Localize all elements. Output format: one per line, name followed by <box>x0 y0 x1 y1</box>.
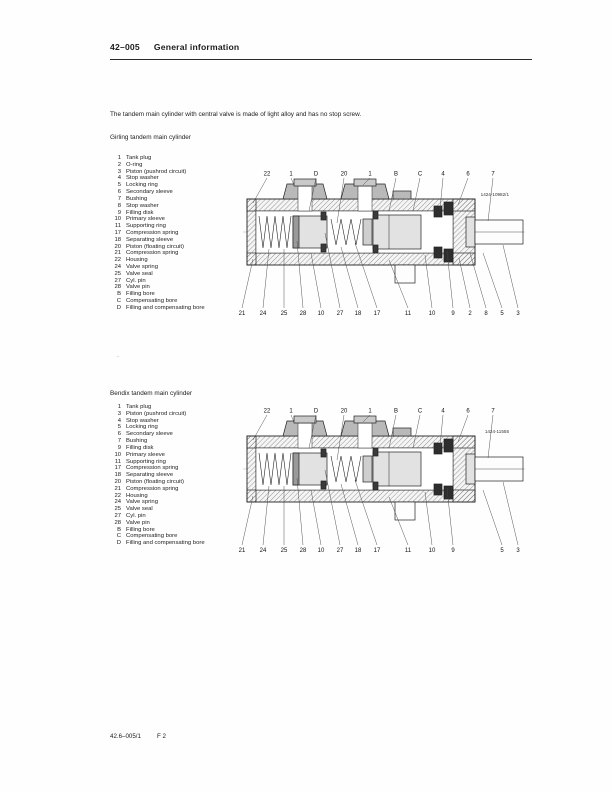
figure-label: 25 <box>280 548 288 554</box>
figure-label: 1 <box>289 408 293 415</box>
part-number: 8 <box>117 202 121 209</box>
part-label: Compression spring <box>126 229 179 236</box>
parts-list-bendix <box>112 404 205 547</box>
figure-ref: 1424-11555 <box>484 429 509 434</box>
part-number: 11 <box>114 223 121 230</box>
part-row <box>112 506 205 513</box>
part-number: 3 <box>117 410 121 417</box>
part-label: Tank plug <box>126 155 152 161</box>
part-label: Cyl. pin <box>126 513 146 519</box>
leader-line <box>242 496 253 545</box>
part-number: 2 <box>117 161 121 168</box>
part-row <box>112 284 205 291</box>
part-label: Stop washer <box>126 202 159 209</box>
part-label: Piston (floating circuit) <box>126 243 184 250</box>
figure-label: 5 <box>500 548 504 554</box>
figure-label: 3 <box>516 311 520 317</box>
part-number: 7 <box>117 195 121 202</box>
figure-label: 7 <box>491 171 495 178</box>
part-label: Stop washer <box>126 175 159 182</box>
part-number: C <box>116 298 121 305</box>
figure-label: 4 <box>441 171 445 178</box>
part-row <box>112 540 205 547</box>
cylinder-drawing <box>243 416 525 520</box>
part-number: 1 <box>117 404 121 410</box>
figure-label: 1 <box>368 408 372 415</box>
part-label: Compression spring <box>126 250 179 257</box>
part-label: Valve seal <box>126 270 153 277</box>
leader-line <box>483 253 502 308</box>
part-label: O-ring <box>126 161 143 168</box>
part-number: B <box>117 291 121 298</box>
part-label: Filling and compensating bore <box>126 540 205 547</box>
part-label: Valve spring <box>126 264 158 270</box>
part-row <box>112 452 205 459</box>
part-row <box>112 513 205 520</box>
part-row <box>112 278 205 285</box>
part-label: Piston (pushrod circuit) <box>126 168 187 175</box>
part-row <box>112 305 205 312</box>
part-number: 1 <box>117 155 121 161</box>
leader-line <box>503 482 518 545</box>
part-label: Valve spring <box>126 499 158 506</box>
part-row <box>112 472 205 479</box>
part-label: Compensating bore <box>126 533 178 540</box>
page-title: General information <box>153 42 240 52</box>
part-row <box>112 291 205 298</box>
part-label: Compression spring <box>126 465 179 472</box>
part-number: 20 <box>114 243 121 250</box>
part-label: Housing <box>126 257 148 264</box>
part-label: Tank plug <box>126 404 152 410</box>
part-label: Compression spring <box>126 485 179 492</box>
part-row <box>112 479 205 486</box>
figure-label: B <box>393 408 399 415</box>
figure-label: 11 <box>404 311 412 317</box>
part-number: 10 <box>114 216 121 223</box>
part-number: 24 <box>114 499 121 506</box>
part-row <box>112 459 205 466</box>
figure-label: 7 <box>491 408 495 415</box>
figure-label: 3 <box>516 548 520 554</box>
part-label: Locking ring <box>126 424 158 431</box>
bendix-cylinder-diagram <box>237 400 528 560</box>
figure-ref: 1424-10982/1 <box>480 192 509 197</box>
part-row <box>112 465 205 472</box>
part-label: Secondary sleeve <box>126 189 173 196</box>
part-row <box>112 418 205 425</box>
girling-cylinder-diagram <box>237 163 528 323</box>
figure-label: 25 <box>280 311 288 317</box>
figure-label: 10 <box>428 311 436 317</box>
figure-label: 17 <box>373 548 381 554</box>
part-label: Primary sleeve <box>126 216 165 223</box>
part-row <box>112 175 205 182</box>
figure-label: 2 <box>468 311 472 317</box>
leader-line <box>483 490 502 545</box>
figure-label: 6 <box>466 171 470 178</box>
part-row <box>112 203 205 210</box>
part-number: 28 <box>114 284 121 291</box>
figure-label: 6 <box>466 408 470 415</box>
part-number: 5 <box>117 424 121 431</box>
part-label: Valve pin <box>126 519 150 526</box>
figure-label: 10 <box>317 311 325 317</box>
figure-label: 22 <box>263 171 271 178</box>
part-label: Filling bore <box>126 526 155 533</box>
figure-label: 9 <box>451 311 455 317</box>
part-row <box>112 169 205 176</box>
intro-text: The tandem main cylinder with central valve is made of light alloy and has no stop screw. <box>110 111 362 118</box>
parts-list-girling <box>112 155 205 312</box>
part-number: 18 <box>114 472 121 479</box>
page-header <box>110 42 532 60</box>
figure-label: 4 <box>441 408 445 415</box>
part-number: 17 <box>114 465 121 472</box>
section-title-bendix: Bendix tandem main cylinder <box>110 390 193 397</box>
part-label: Primary sleeve <box>126 451 165 458</box>
part-number: 7 <box>117 438 121 445</box>
footer-document-number: 42.6–005/1 <box>110 733 141 740</box>
part-label: Housing <box>126 492 148 499</box>
part-label: Piston (floating circuit) <box>126 478 184 485</box>
leader-line <box>470 253 486 308</box>
part-row <box>112 411 205 418</box>
part-number: 11 <box>114 458 121 465</box>
part-row <box>112 298 205 305</box>
part-row <box>112 230 205 237</box>
part-label: Valve seal <box>126 506 153 513</box>
part-row <box>112 250 205 257</box>
figure-label: 9 <box>451 548 455 554</box>
part-row <box>112 445 205 452</box>
part-number: 22 <box>114 257 121 264</box>
section-title-girling: Girling tandem main cylinder <box>110 134 191 141</box>
figure-label: 28 <box>299 548 307 554</box>
part-label: Locking ring <box>126 182 158 189</box>
part-row <box>112 533 205 540</box>
figure-label: 20 <box>340 408 348 415</box>
figure-label: 8 <box>484 311 488 317</box>
part-label: Separating sleeve <box>126 472 174 479</box>
part-row <box>112 210 205 217</box>
part-number: 22 <box>114 492 121 499</box>
part-number: 27 <box>114 277 121 284</box>
part-number: 25 <box>114 270 121 277</box>
part-row <box>112 257 205 264</box>
figure-label: 27 <box>336 548 344 554</box>
part-number: B <box>117 526 121 533</box>
part-number: 21 <box>114 250 121 257</box>
part-number: 27 <box>114 513 121 519</box>
part-row <box>112 155 205 162</box>
part-row <box>112 264 205 271</box>
part-number: 18 <box>114 236 121 243</box>
figure-label: 24 <box>259 311 267 317</box>
figure-label: 22 <box>263 408 271 415</box>
part-label: Separating sleeve <box>126 236 174 243</box>
part-label: Compensating bore <box>126 298 178 305</box>
part-label: Supporting ring <box>126 223 166 230</box>
part-number: 4 <box>117 417 121 424</box>
part-number: C <box>116 533 121 540</box>
figure-label: D <box>313 171 319 178</box>
part-number: 6 <box>117 189 121 196</box>
part-number: 9 <box>117 444 121 451</box>
figure-label: 28 <box>299 311 307 317</box>
figure-label: 18 <box>354 548 362 554</box>
part-row <box>112 493 205 500</box>
figure-label: 21 <box>238 548 246 554</box>
part-number: 20 <box>114 478 121 485</box>
part-number: 5 <box>117 182 121 189</box>
figure-label: 21 <box>238 311 246 317</box>
part-number: 28 <box>114 519 121 526</box>
figure-label: 1 <box>368 171 372 178</box>
part-number: 9 <box>117 209 121 216</box>
part-row <box>112 404 205 411</box>
part-label: Filling and compensating bore <box>126 304 205 311</box>
figure-label: 1 <box>289 171 293 178</box>
part-label: Filling disk <box>126 444 154 451</box>
figure-label: C <box>417 171 423 178</box>
part-label: Secondary sleeve <box>126 431 173 438</box>
figure-label: 18 <box>354 311 362 317</box>
figure-label: 10 <box>428 548 436 554</box>
leader-line <box>488 415 493 458</box>
leader-line <box>503 245 518 308</box>
part-row <box>112 162 205 169</box>
part-row <box>112 223 205 230</box>
leader-line <box>242 259 253 308</box>
figure-label: 20 <box>340 171 348 178</box>
part-number: D <box>116 540 121 547</box>
part-row <box>112 244 205 251</box>
part-label: Piston (pushrod circuit) <box>126 410 187 417</box>
part-number: 24 <box>114 264 121 270</box>
part-number: 17 <box>114 229 121 236</box>
leader-line <box>488 178 493 221</box>
footer-page-ref: F 2 <box>156 733 166 740</box>
part-row <box>112 486 205 493</box>
part-row <box>112 216 205 223</box>
part-row <box>112 438 205 445</box>
part-label: Bushing <box>126 438 148 445</box>
figure-label: D <box>313 408 319 415</box>
part-number: 25 <box>114 506 121 513</box>
figure-label: C <box>417 408 423 415</box>
figure-label: 24 <box>259 548 267 554</box>
part-number: 3 <box>117 168 121 175</box>
part-number: 21 <box>114 485 121 492</box>
part-row <box>112 237 205 244</box>
part-row <box>112 182 205 189</box>
figure-label: B <box>393 171 399 178</box>
figure-label: 11 <box>404 548 412 554</box>
part-label: Cyl. pin <box>126 277 146 284</box>
part-label: Supporting ring <box>126 458 166 465</box>
stray-dot: · <box>117 354 119 360</box>
part-row <box>112 196 205 203</box>
part-row <box>112 189 205 196</box>
part-row <box>112 520 205 527</box>
part-label: Filling disk <box>126 209 154 216</box>
section-code: 42–005 <box>110 42 140 52</box>
page-footer <box>110 733 166 740</box>
part-row <box>112 527 205 534</box>
figure-label: 17 <box>373 311 381 317</box>
part-number: 10 <box>114 451 121 458</box>
part-label: Stop washer <box>126 417 159 424</box>
part-label: Bushing <box>126 195 148 202</box>
part-number: 4 <box>117 175 121 182</box>
figure-label: 5 <box>500 311 504 317</box>
part-label: Filling bore <box>126 291 155 298</box>
part-label: Valve pin <box>126 284 150 291</box>
leader-line <box>459 258 470 308</box>
figure-label: 27 <box>336 311 344 317</box>
part-number: 6 <box>117 431 121 438</box>
figure-label: 10 <box>317 548 325 554</box>
part-row <box>112 271 205 278</box>
part-row <box>112 431 205 438</box>
part-row <box>112 424 205 431</box>
part-row <box>112 499 205 506</box>
part-number: D <box>116 304 121 311</box>
